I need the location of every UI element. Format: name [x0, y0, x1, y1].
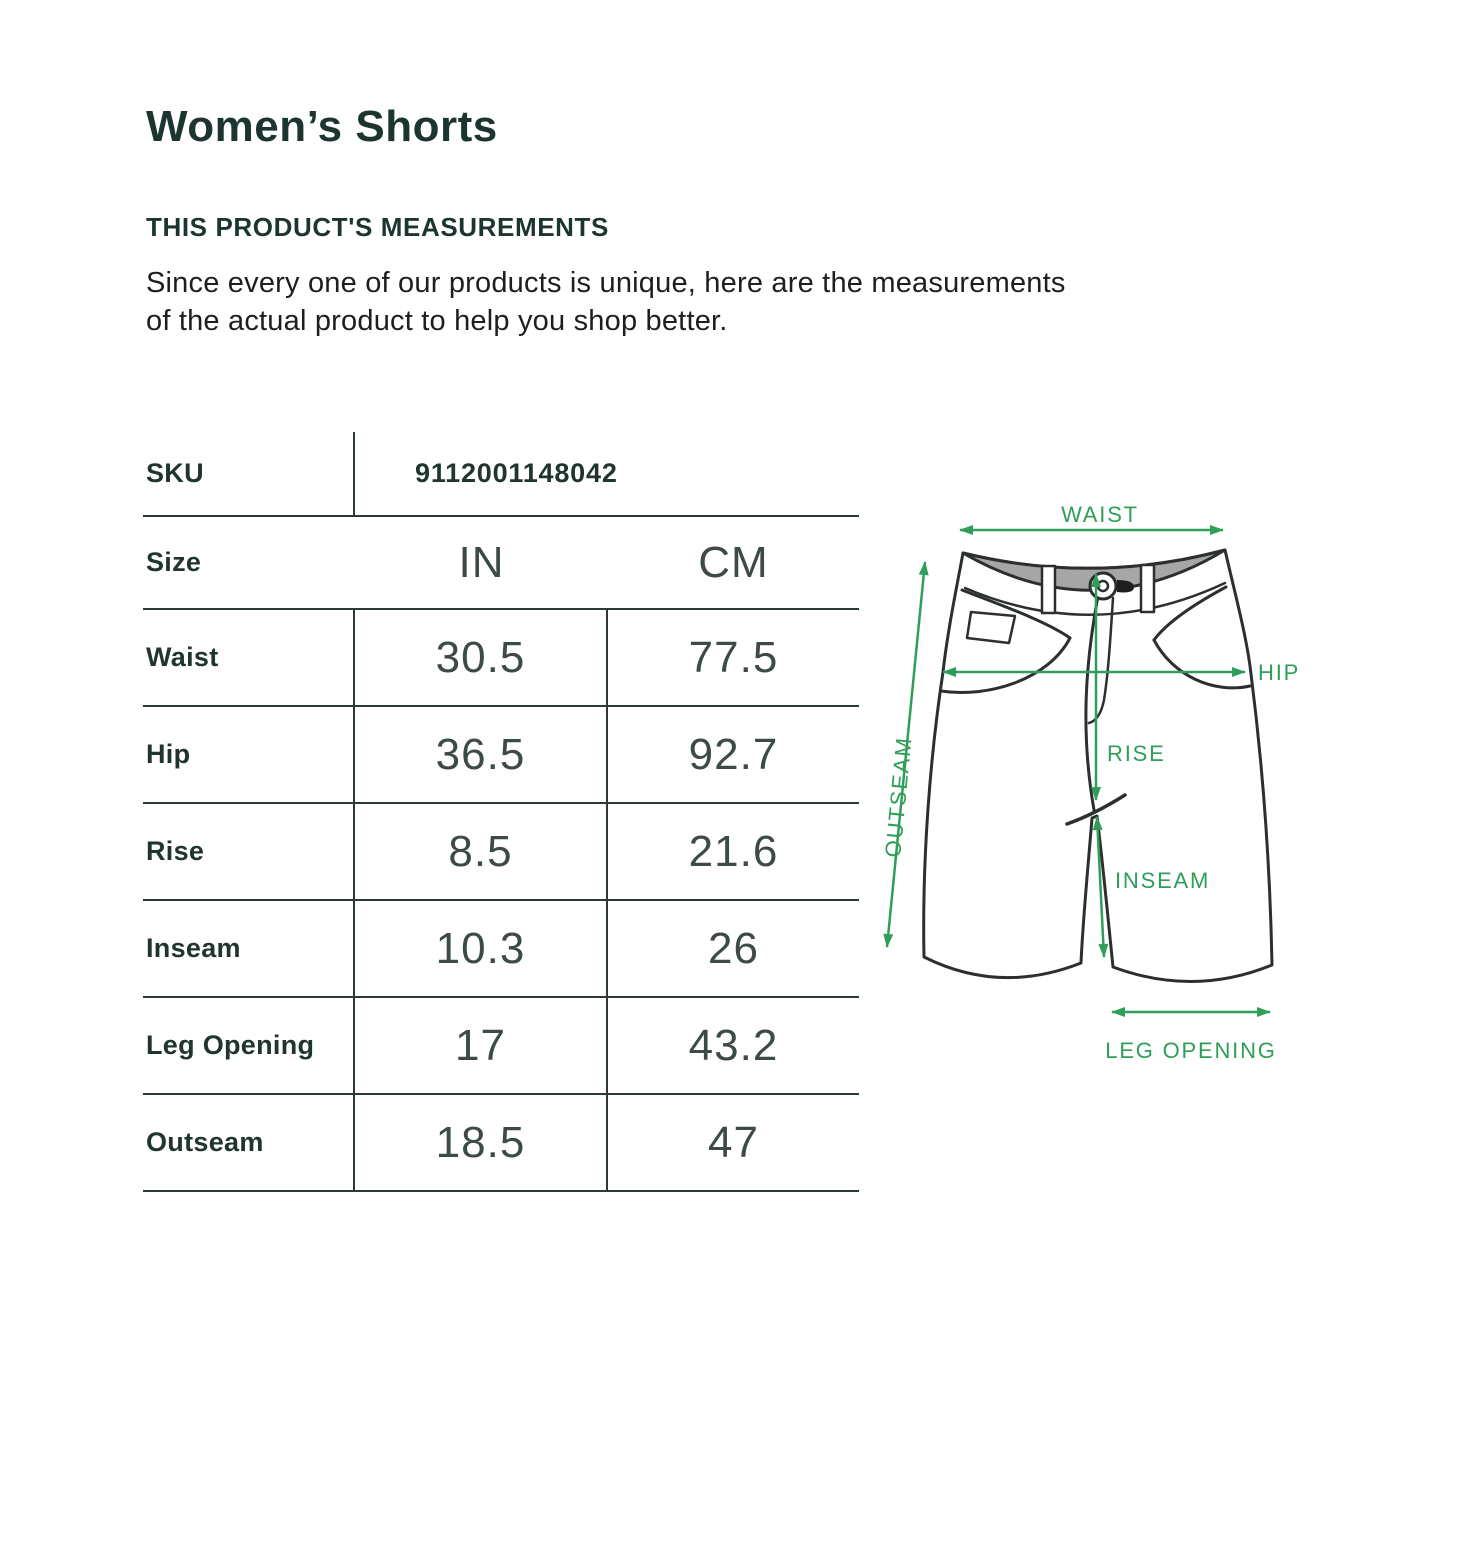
- unit-header-in: IN: [458, 537, 505, 587]
- section-heading: THIS PRODUCT'S MEASUREMENTS: [146, 212, 609, 242]
- value-cm: 77.5: [688, 632, 779, 682]
- page-title: Women’s Shorts: [146, 102, 498, 151]
- row-label: Leg Opening: [143, 998, 355, 1093]
- table-row-outseam: [143, 1095, 859, 1192]
- unit-header-cm: CM: [698, 537, 769, 587]
- table-row-leg-opening: [143, 998, 859, 1095]
- sku-label: SKU: [143, 432, 355, 515]
- row-label: Hip: [143, 707, 355, 802]
- row-label: Outseam: [143, 1095, 355, 1190]
- sku-value: 9112001148042: [415, 458, 618, 488]
- row-label: Rise: [143, 804, 355, 899]
- hip-label: HIP: [1258, 660, 1301, 685]
- waist-label: WAIST: [1061, 502, 1139, 527]
- sku-value-cell: [355, 432, 859, 515]
- value-in: 8.5: [355, 804, 608, 899]
- sku-row: [143, 432, 859, 517]
- value-in: 10.3: [355, 901, 608, 996]
- value-cm: 47: [708, 1117, 759, 1167]
- value-in: 30.5: [355, 610, 608, 705]
- size-header-row: [143, 517, 859, 610]
- row-label: Waist: [143, 610, 355, 705]
- value-cm: 43.2: [688, 1020, 779, 1070]
- inseam-label: INSEAM: [1115, 868, 1211, 893]
- description-line-2: of the actual product to help you shop better.: [146, 305, 728, 337]
- measurement-table: [143, 432, 859, 1192]
- description-line-1: Since every one of our products is unique, here are the measurements: [146, 267, 1066, 299]
- leg-opening-label: LEG OPENING: [1105, 1038, 1277, 1063]
- size-label: Size: [146, 547, 202, 577]
- value-in: 36.5: [355, 707, 608, 802]
- belt-loop-left: [1042, 566, 1055, 613]
- table-row-hip: [143, 707, 859, 804]
- coin-pocket: [967, 612, 1015, 643]
- value-in: 18.5: [355, 1095, 608, 1190]
- value-cm: 21.6: [688, 826, 779, 876]
- value-cm: 92.7: [688, 729, 779, 779]
- table-row-rise: [143, 804, 859, 901]
- value-in: 17: [355, 998, 608, 1093]
- belt-loop-right: [1141, 565, 1154, 612]
- table-row-inseam: [143, 901, 859, 998]
- shorts-drawing: [924, 550, 1272, 982]
- shorts-measurement-diagram: [870, 480, 1450, 1080]
- value-cm: 26: [708, 923, 759, 973]
- outseam-label: OUTSEAM: [880, 735, 917, 859]
- row-label: Inseam: [143, 901, 355, 996]
- button-inner: [1098, 581, 1108, 591]
- table-row-waist: [143, 610, 859, 707]
- rise-label: RISE: [1107, 741, 1166, 766]
- description: [146, 264, 1066, 340]
